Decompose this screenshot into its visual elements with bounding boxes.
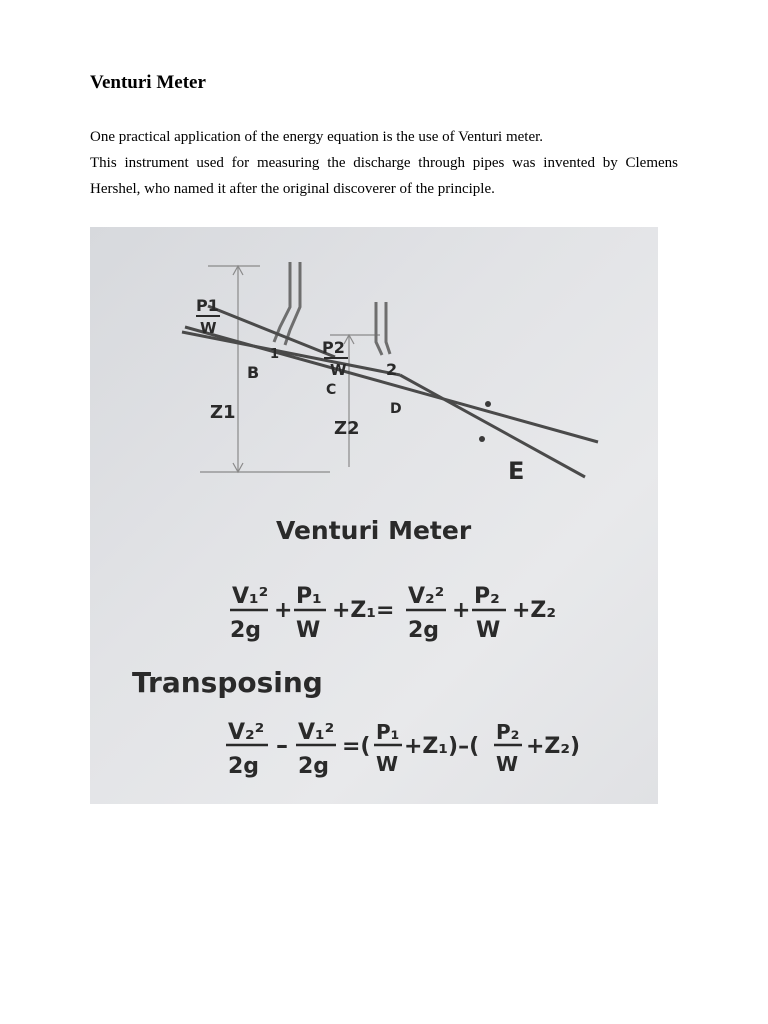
svg-text:W: W [376, 752, 399, 776]
svg-text:V₁²: V₁² [232, 584, 269, 609]
svg-text:V₁²: V₁² [298, 720, 335, 745]
transposed-equation [226, 720, 580, 779]
label-z2: Z2 [334, 418, 360, 439]
handwritten-diagram [90, 227, 658, 804]
energy-equation [230, 584, 556, 643]
svg-text:V₂²: V₂² [408, 584, 445, 609]
svg-text:+Z₁)–(: +Z₁)–( [404, 734, 480, 759]
svg-text:–: – [276, 731, 288, 759]
label-w2: W [330, 361, 347, 379]
document-title: Venturi Meter [90, 72, 206, 93]
svg-text:2g: 2g [298, 754, 330, 779]
figure-heading: Venturi Meter [276, 516, 472, 545]
svg-text:P₂: P₂ [496, 720, 520, 744]
svg-text:W: W [296, 618, 321, 643]
diagram-labels [196, 296, 524, 485]
transposing-label: Transposing [132, 666, 323, 699]
svg-text:=(: =( [342, 734, 371, 759]
label-w1: W [200, 319, 217, 337]
label-p1: P1 [196, 296, 219, 315]
label-d: D [390, 401, 402, 417]
svg-text:+Z₂: +Z₂ [512, 598, 557, 623]
svg-text:V₂²: V₂² [228, 720, 265, 745]
svg-text:P₁: P₁ [296, 584, 322, 609]
svg-text:W: W [496, 752, 519, 776]
label-e: E [508, 457, 525, 485]
paragraph-history: This instrument used for measuring the discharge through pipes was invented by Clemens Hershel, who named it after the original discoverer of the principle. [90, 155, 678, 197]
svg-text:+Z₁=: +Z₁= [332, 598, 395, 623]
svg-text:2g: 2g [228, 754, 260, 779]
svg-text:+Z₂): +Z₂) [526, 734, 581, 759]
label-b: B [247, 363, 260, 382]
label-point-1: 1 [270, 347, 280, 362]
label-point-2: 2 [386, 360, 398, 379]
svg-text:2g: 2g [230, 618, 262, 643]
label-c: C [326, 382, 337, 398]
svg-text:P₁: P₁ [376, 720, 400, 744]
paragraph-intro: One practical application of the energy equation is the use of Venturi meter. [90, 129, 544, 145]
svg-text:2g: 2g [408, 618, 440, 643]
pipe-lines [182, 306, 598, 477]
label-z1: Z1 [210, 402, 236, 423]
svg-text:+: + [452, 598, 471, 623]
venturi-figure-photo [90, 227, 658, 804]
label-p2: P2 [322, 338, 345, 357]
svg-text:W: W [476, 618, 501, 643]
svg-text:P₂: P₂ [474, 584, 500, 609]
svg-text:+: + [274, 598, 293, 623]
